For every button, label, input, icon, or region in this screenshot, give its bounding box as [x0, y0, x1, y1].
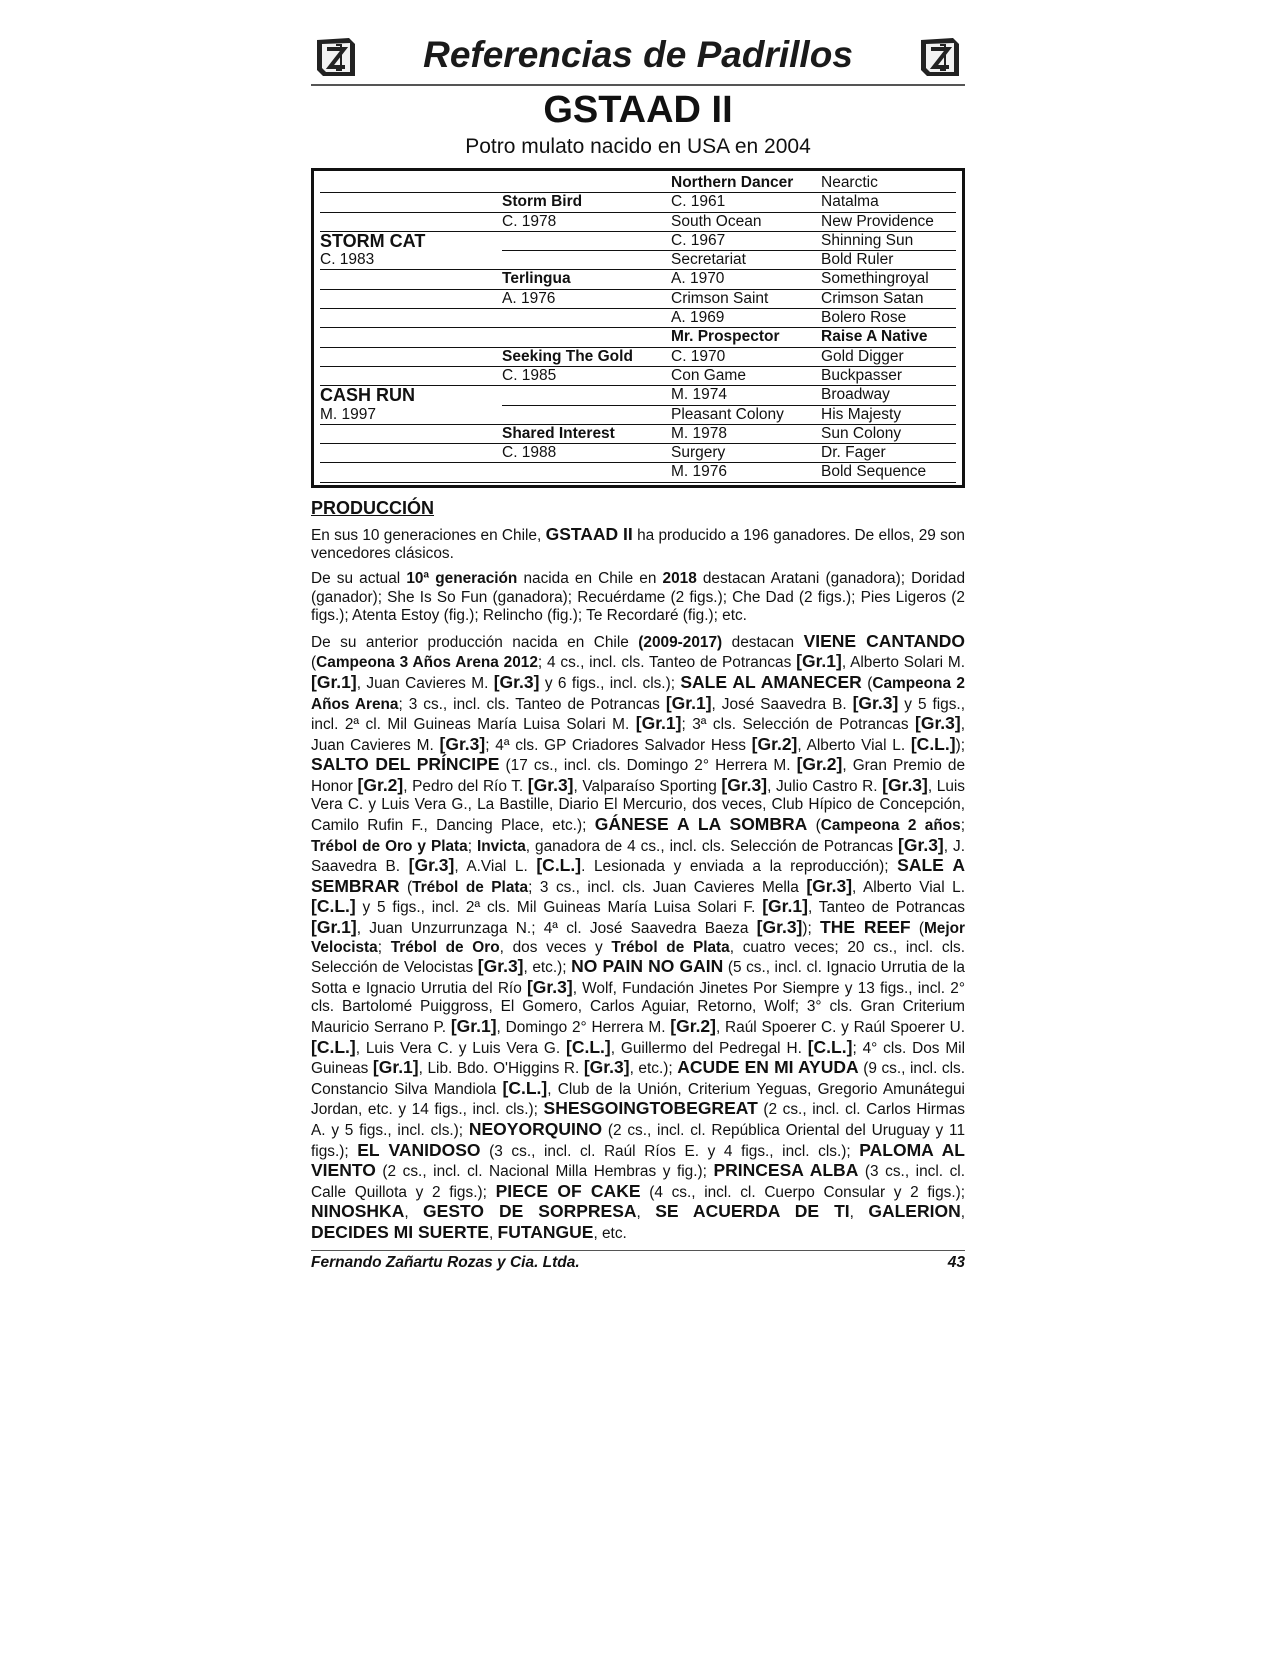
pedigree-cell: Seeking The Gold	[502, 348, 671, 367]
horse-subtitle: Potro mulato nacido en USA en 2004	[465, 135, 811, 158]
pedigree-cell	[320, 328, 502, 347]
bold-text: Campeona 3 Años Arena 2012	[316, 654, 538, 672]
text-run: nacida en Chile en	[517, 569, 663, 587]
text-run: , Wolf, Fundación Jinetes Por Siempre y 13 figs., incl. 2° cls. Bartolomé Puiggross, El Gomero, Carlos Aguiar, Retorno, Wolf; 3° cls. Gran Criterium Mauricio Serrano P.	[311, 979, 965, 1036]
bold-text: [Gr.2]	[670, 1016, 716, 1036]
text-run: , Juan Unzurrunzaga N.; 4ª cl. José Saavedra Baeza	[356, 920, 757, 938]
bold-text: Campeona 2 Años Arena	[311, 674, 965, 713]
text-run: , etc.);	[629, 1060, 678, 1078]
pedigree-cell	[502, 406, 671, 425]
pedigree-cell: Bolero Rose	[821, 309, 956, 328]
text-run: , Alberto Vial L.	[797, 736, 911, 754]
production-title: PRODUCCIÓN	[311, 497, 435, 518]
bold-text: SHESGOINGTOBEGREAT	[543, 1098, 758, 1119]
bold-text: [Gr.1]	[665, 692, 712, 713]
bold-text: 10ª generación	[406, 569, 518, 587]
pedigree-cell: Sun Colony	[821, 425, 956, 444]
production-paragraph-2	[311, 570, 965, 626]
pedigree-table	[311, 168, 965, 488]
text-run: , Juan Cavieres M.	[356, 674, 494, 692]
bold-text: [C.L.]	[566, 1036, 611, 1057]
pedigree-row	[320, 309, 956, 328]
bold-text: Trébol de Oro	[390, 938, 500, 956]
pedigree-row	[320, 213, 956, 232]
bold-text: DECIDES MI SUERTE	[311, 1221, 489, 1242]
bold-text: [Gr.3]	[526, 976, 573, 997]
pedigree-cell: New Providence	[821, 213, 956, 232]
text-run: ; 3 cs., incl. cls. Juan Cavieres Mella	[528, 878, 807, 896]
pedigree-cell: Buckpasser	[821, 367, 956, 386]
pedigree-cell: C. 1985	[502, 367, 671, 386]
text-run: ;	[377, 938, 391, 956]
pedigree-cell: C. 1978	[502, 213, 671, 232]
bold-text: SALE AL AMANECER	[680, 671, 862, 692]
bold-text: [Gr.3]	[852, 692, 899, 713]
text-run: , Julio Castro R.	[767, 777, 883, 795]
text-run: ,	[488, 1224, 498, 1242]
bold-text: [C.L.]	[536, 855, 582, 876]
bold-text: PALOMA AL VIENTO	[311, 1139, 965, 1181]
pedigree-cell: Raise A Native	[821, 328, 956, 347]
bold-text: NEOYORQUINO	[468, 1118, 603, 1139]
text-run: y 5 figs., incl. 2ª cls. Mil Guineas María Luisa Solari F.	[355, 899, 763, 917]
pedigree-row	[320, 463, 956, 482]
pedigree-cell: Con Game	[671, 367, 821, 386]
pedigree-cell: CASH RUN	[320, 386, 416, 406]
brand-logo-icon	[917, 34, 963, 80]
pedigree-cell: Mr. Prospector	[671, 328, 821, 347]
text-run: , Luis Vera C. y Luis Vera G.	[355, 1039, 567, 1057]
pedigree-cell: Bold Sequence	[821, 463, 956, 482]
production-paragraph-3	[311, 632, 965, 1244]
bold-text: PRINCESA ALBA	[713, 1160, 859, 1181]
text-run: , Juan Cavieres M.	[311, 716, 966, 754]
bold-text: Trébol de Plata	[611, 938, 730, 956]
pedigree-cell: Surgery	[671, 444, 821, 463]
bold-text: [C.L.]	[910, 733, 956, 754]
header-title: Referencias de Padrillos	[423, 34, 853, 75]
pedigree-cell: Natalma	[821, 193, 956, 212]
text-run: ; 4 cs., incl. cls. Tanteo de Potrancas	[537, 654, 797, 672]
pedigree-cell	[502, 463, 671, 482]
text-run: );	[802, 920, 821, 938]
pedigree-cell	[320, 213, 502, 232]
bold-text: [Gr.3]	[583, 1057, 630, 1078]
pedigree-cell: M. 1976	[671, 463, 821, 482]
bold-text: GALERION	[868, 1201, 961, 1222]
text-run: (2 cs., incl. cl. República Oriental del Uruguay y 11 figs.);	[311, 1121, 966, 1160]
pedigree-cell	[502, 251, 671, 270]
text-run: , Domingo 2° Herrera M.	[496, 1019, 671, 1036]
pedigree-cell: Gold Digger	[821, 348, 956, 367]
bold-text: [Gr.3]	[756, 917, 803, 938]
page-header	[311, 30, 965, 86]
pedigree-cell: C. 1988	[502, 444, 671, 463]
bold-text: VIENE CANTANDO	[803, 630, 965, 651]
bold-text: [Gr.1]	[762, 896, 808, 917]
pedigree-cell	[320, 309, 502, 328]
pedigree-cell: A. 1969	[671, 309, 821, 328]
text-run: ,	[636, 1204, 656, 1222]
text-run: , Club de la Unión, Criterium Yeguas, Gregorio Amunátegui Jordan, etc. y 14 figs., incl. cls.);	[311, 1080, 965, 1119]
pedigree-cell	[320, 193, 502, 212]
text-run: , José Saavedra B.	[711, 695, 853, 713]
text-run: (	[861, 674, 873, 692]
pedigree-row	[320, 386, 956, 405]
bold-text: [Gr.3]	[408, 855, 455, 876]
bold-text: [Gr.3]	[493, 671, 540, 692]
pedigree-cell	[320, 444, 502, 463]
bold-text: [Gr.1]	[311, 671, 357, 692]
pedigree-cell: Nearctic	[821, 174, 956, 193]
pedigree-cell: South Ocean	[671, 213, 821, 232]
pedigree-cell	[320, 367, 502, 386]
bold-text: [Gr.3]	[527, 774, 574, 795]
text-run: , ganadora de 4 cs., incl. cls. Selección de Potrancas	[525, 837, 899, 855]
text-run: , A.Vial L.	[454, 858, 537, 876]
bold-text: [Gr.2]	[751, 733, 798, 754]
pedigree-cell: Northern Dancer	[671, 174, 821, 193]
bold-text: SE ACUERDA DE TI	[655, 1201, 850, 1222]
bold-text: 2018	[662, 569, 697, 587]
text-run: ;	[467, 837, 477, 855]
production-paragraph-1	[311, 525, 965, 564]
bold-text: FUTANGUE	[497, 1221, 594, 1242]
pedigree-cell: Shared Interest	[502, 425, 671, 444]
pedigree-cell	[320, 348, 502, 367]
text-run: , Gran Premio de Honor	[311, 757, 966, 795]
pedigree-cell: Storm Bird	[502, 193, 671, 212]
pedigree-row	[320, 251, 956, 270]
text-run: ; 3 cs., incl. cls. Tanteo de Potrancas	[398, 695, 666, 713]
pedigree-row	[320, 193, 956, 212]
bold-text: [Gr.3]	[898, 834, 944, 855]
bold-text: [Gr.3]	[915, 713, 961, 734]
pedigree-row	[320, 406, 956, 425]
bold-text: [C.L.]	[807, 1036, 853, 1057]
bold-text: Invicta	[477, 837, 526, 855]
text-run: (	[311, 654, 317, 672]
bold-text: Trébol de Plata	[412, 878, 529, 896]
bold-text: GESTO DE SORPRESA	[423, 1201, 637, 1222]
text-run: , Alberto Vial L.	[852, 878, 965, 896]
bold-text: Trébol de Oro y Plata	[311, 837, 468, 855]
page	[311, 30, 965, 1244]
footer-company: Fernando Zañartu Rozas y Cia. Ltda.	[311, 1254, 580, 1271]
pedigree-cell: STORM CAT	[320, 231, 426, 251]
text-run: destacan Aratani (ganadora); Doridad (ganador); She Is So Fun (ganadora); Recuérdame (2 figs.); Che Dad (2 figs.); Pies Ligeros (2 figs.); Atenta Estoy (fig.); Relincho (fig.); Te Recordaré (fig.); etc.	[311, 569, 966, 625]
pedigree-row	[320, 348, 956, 367]
text-run: (17 cs., incl. cls. Domingo 2° Herrera M.	[499, 757, 797, 775]
pedigree-cell	[502, 386, 671, 405]
bold-text: [Gr.3]	[882, 774, 928, 795]
bold-text: NO PAIN NO GAIN	[571, 956, 724, 977]
text-run: , Tanteo de Potrancas	[807, 899, 966, 917]
bold-text: GÁNESE A LA SOMBRA	[594, 814, 808, 835]
bold-text: GSTAAD II	[545, 523, 633, 544]
text-run: ,	[404, 1204, 424, 1222]
text-run: (	[910, 920, 924, 938]
pedigree-row	[320, 425, 956, 444]
page-number: 43	[947, 1254, 965, 1271]
text-run: (	[807, 817, 821, 835]
pedigree-row	[320, 367, 956, 386]
text-run: , Pedro del Río T.	[403, 777, 528, 795]
pedigree-cell	[320, 174, 502, 193]
text-run: ;	[960, 817, 965, 835]
text-run: (3 cs., incl. cl. Calle Quillota y 2 figs.);	[311, 1163, 965, 1201]
bold-text: ACUDE EN MI AYUDA	[677, 1057, 859, 1078]
pedigree-cell: A. 1970	[671, 270, 821, 289]
pedigree-cell	[320, 425, 502, 444]
text-run: ,	[960, 1204, 966, 1222]
bold-text: [Gr.3]	[439, 733, 486, 754]
pedigree-row	[320, 444, 956, 463]
pedigree-cell: C. 1961	[671, 193, 821, 212]
text-run: y 6 figs., incl. cls.);	[539, 674, 681, 692]
pedigree-cell: M. 1978	[671, 425, 821, 444]
pedigree-cell	[320, 270, 502, 289]
bold-text: [Gr.2]	[357, 774, 404, 795]
bold-text: SALE A SEMBRAR	[311, 855, 965, 896]
bold-text: [Gr.3]	[721, 774, 768, 795]
text-run: , Guillermo del Pedregal H.	[610, 1039, 808, 1057]
pedigree-cell: C. 1983	[320, 251, 502, 270]
bold-text: Mejor Velocista	[311, 920, 965, 956]
pedigree-cell: Pleasant Colony	[671, 406, 821, 425]
bold-text: [C.L.]	[311, 1036, 356, 1057]
pedigree-cell: M. 1974	[671, 386, 821, 405]
text-run: En sus 10 generaciones en Chile,	[311, 526, 546, 544]
pedigree-cell	[502, 174, 671, 193]
pedigree-cell: Dr. Fager	[821, 444, 956, 463]
text-run: , etc.	[593, 1224, 627, 1242]
text-run: , Alberto Solari M.	[841, 654, 965, 672]
bold-text: [Gr.3]	[806, 875, 853, 896]
text-run: (5 cs., incl. cl. Ignacio Urrutia de la Sotta e Ignacio Urrutia del Río	[311, 959, 965, 997]
pedigree-cell	[502, 309, 671, 328]
text-run: ; 4° cls. Dos Mil Guineas	[311, 1039, 965, 1078]
text-run: (4 cs., incl. cl. Cuerpo Consular y 2 figs.);	[640, 1183, 965, 1201]
text-run: . Lesionada y enviada a la reproducción);	[581, 858, 898, 876]
text-run: (	[399, 878, 413, 896]
bold-text: [C.L.]	[502, 1077, 548, 1098]
text-run: , Luis Vera C. y Luis Vera G., La Bastille, Diario El Mercurio, dos veces, Club Hípico de Concepción, Camilo Rufin F., Dancing Place, etc.);	[311, 777, 965, 835]
bold-text: EL VANIDOSO	[357, 1139, 481, 1160]
bold-text: [Gr.1]	[635, 713, 682, 734]
bold-text: [Gr.1]	[311, 917, 357, 938]
pedigree-cell: Shinning Sun	[821, 232, 956, 251]
text-run: , cuatro veces; 20 cs., incl. cls. Selección de Velocistas	[311, 938, 965, 977]
pedigree-cell	[502, 328, 671, 347]
text-run: ha producido a 196 ganadores. De ellos, 29 son vencedores clásicos.	[311, 526, 965, 563]
pedigree-cell: Crimson Saint	[671, 290, 821, 309]
bold-text: (2009-2017)	[638, 633, 723, 651]
bold-text: NINOSHKA	[311, 1201, 405, 1222]
pedigree-cell: Crimson Satan	[821, 290, 956, 309]
text-run: , J. Saavedra B.	[311, 837, 965, 876]
text-run: destacan	[722, 633, 804, 651]
bold-text: [Gr.1]	[796, 651, 842, 672]
bold-text: [Gr.2]	[796, 754, 843, 775]
text-run: y 5 figs., incl. 2ª cl. Mil Guineas María Luisa Solari M.	[311, 695, 965, 734]
horse-name: GSTAAD II	[543, 89, 733, 131]
pedigree-row	[320, 270, 956, 289]
text-run: , Valparaíso Sporting	[573, 777, 722, 795]
bold-text: [C.L.]	[311, 896, 356, 917]
bold-text: SALTO DEL PRÍNCIPE	[311, 754, 500, 775]
pedigree-cell	[320, 463, 502, 482]
text-run: (2 cs., incl. cl. Carlos Hirmas A. y 5 figs., incl. cls.);	[311, 1101, 965, 1139]
text-run: ; 4ª cls. GP Criadores Salvador Hess	[485, 736, 752, 754]
pedigree-cell: C. 1970	[671, 348, 821, 367]
bold-text: [Gr.1]	[450, 1016, 497, 1036]
text-run: (9 cs., incl. cls. Constancio Silva Mandiola	[311, 1060, 966, 1098]
pedigree-cell: M. 1997	[320, 406, 502, 425]
text-run: De su anterior producción nacida en Chile	[311, 633, 639, 651]
pedigree-row	[320, 174, 956, 193]
text-run: De su actual	[311, 569, 407, 587]
text-run: );	[955, 736, 965, 754]
bold-text: Campeona 2 años	[820, 817, 961, 835]
text-run: ; 3ª cls. Selección de Potrancas	[681, 716, 916, 734]
bold-text: [Gr.1]	[372, 1057, 419, 1078]
pedigree-row	[320, 232, 956, 251]
pedigree-cell: A. 1976	[502, 290, 671, 309]
pedigree-cell: Bold Ruler	[821, 251, 956, 270]
pedigree-cell: C. 1967	[671, 232, 821, 251]
pedigree-cell	[502, 232, 671, 251]
text-run: , Raúl Spoerer C. y Raúl Spoerer U.	[716, 1019, 966, 1036]
text-run: ,	[849, 1204, 869, 1222]
pedigree-cell: Secretariat	[671, 251, 821, 270]
text-run: (3 cs., incl. cl. Raúl Ríos E. y 4 figs., incl. cls.);	[480, 1142, 860, 1160]
pedigree-cell	[320, 290, 502, 309]
bold-text: PIECE OF CAKE	[495, 1180, 641, 1201]
text-run: , etc.);	[523, 959, 572, 977]
pedigree-cell: Broadway	[821, 386, 956, 405]
text-run: (2 cs., incl. cl. Nacional Milla Hembras y fig.);	[375, 1163, 714, 1181]
pedigree-row	[320, 290, 956, 309]
pedigree-cell: Somethingroyal	[821, 270, 956, 289]
page-footer	[311, 1250, 965, 1272]
bold-text: THE REEF	[820, 917, 911, 938]
text-run: , dos veces y	[499, 938, 612, 956]
pedigree-cell: Terlingua	[502, 270, 671, 289]
pedigree-row	[320, 328, 956, 347]
pedigree-cell: His Majesty	[821, 406, 956, 425]
bold-text: [Gr.3]	[477, 956, 524, 977]
text-run: , Lib. Bdo. O'Higgins R.	[418, 1060, 584, 1078]
